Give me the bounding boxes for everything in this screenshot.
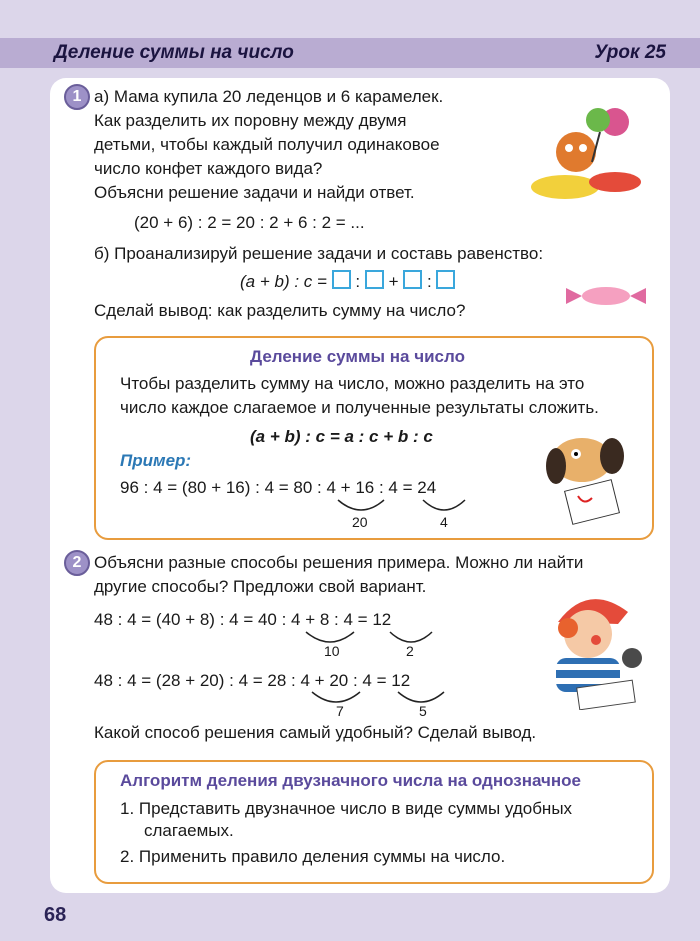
algorithm-title: Алгоритм деления двузначного числа на однозначное: [120, 771, 582, 790]
rule-line: Чтобы разделить сумму на число, можно разделить на это: [120, 374, 585, 393]
task1-line: детьми, чтобы каждый получил одинаковое: [94, 135, 440, 154]
page-number: 68: [44, 904, 67, 926]
brace-arc: [304, 630, 356, 644]
candy-illustration: [566, 284, 646, 308]
partial-result: 20: [352, 514, 368, 530]
task2-equation-1: 48 : 4 = (40 + 8) : 4 = 40 : 4 + 8 : 4 = 12: [94, 610, 392, 629]
partial-result: 7: [336, 703, 344, 719]
task2-number-badge: 2: [64, 550, 90, 576]
partial-result: 2: [406, 643, 414, 659]
formula-left: (a + b) : c =: [240, 272, 327, 291]
algorithm-item: 1. Представить двузначное число в виде суммы удобных: [120, 799, 573, 818]
brace-arc: [388, 630, 434, 644]
dog-illustration: [540, 430, 640, 525]
task1-conclusion: Сделай вывод: как разделить сумму на число?: [94, 301, 466, 320]
partial-result: 5: [419, 703, 427, 719]
answer-square[interactable]: [403, 270, 422, 289]
algorithm-item: слагаемых.: [144, 821, 234, 840]
answer-square[interactable]: [332, 270, 351, 289]
task2-equation-2: 48 : 4 = (28 + 20) : 4 = 28 : 4 + 20 : 4 = 12: [94, 671, 411, 690]
task1-line: число конфет каждого вида?: [94, 159, 323, 178]
page-header: [0, 38, 700, 68]
brace-arc: [310, 690, 362, 704]
page-title: Деление суммы на число: [54, 42, 294, 63]
task2-question: Какой способ решения самый удобный? Сделай вывод.: [94, 723, 537, 742]
rule-line: число каждое слагаемое и полученные результаты сложить.: [120, 398, 599, 417]
rule-formula: (a + b) : c = a : c + b : c: [250, 427, 433, 446]
brace-arc: [396, 690, 446, 704]
example-equation: 96 : 4 = (80 + 16) : 4 = 80 : 4 + 16 : 4 = 24: [120, 478, 437, 497]
task1-equation: (20 + 6) : 2 = 20 : 2 + 6 : 2 = ...: [134, 213, 365, 232]
algorithm-item: 2. Применить правило деления суммы на число.: [120, 847, 506, 866]
cat-with-candies-illustration: [520, 92, 650, 212]
task1-line: а) Мама купила 20 леденцов и 6 карамелек.: [94, 87, 444, 106]
task1-explain: Объясни решение задачи и найди ответ.: [94, 183, 415, 202]
answer-square[interactable]: [436, 270, 455, 289]
task1-part-b: б) Проанализируй решение задачи и составь равенство:: [94, 244, 544, 263]
lesson-label: Урок 25: [594, 42, 666, 63]
partial-result: 10: [324, 643, 340, 659]
task2-line: Объясни разные способы решения примера. Можно ли найти: [94, 553, 584, 572]
task2-line: другие способы? Предложи свой вариант.: [94, 577, 427, 596]
partial-result: 4: [440, 514, 448, 530]
brace-arc: [336, 498, 386, 512]
brace-arc: [421, 498, 467, 512]
formula-row: (a + b) : c = : + :: [240, 270, 455, 293]
task1-number-badge: 1: [64, 84, 90, 110]
answer-square[interactable]: [365, 270, 384, 289]
rule-title: Деление суммы на число: [250, 347, 465, 366]
task1-line: Как разделить их поровну между двумя: [94, 111, 407, 130]
example-label: Пример:: [120, 451, 192, 470]
boy-drawing-illustration: [538, 592, 648, 710]
